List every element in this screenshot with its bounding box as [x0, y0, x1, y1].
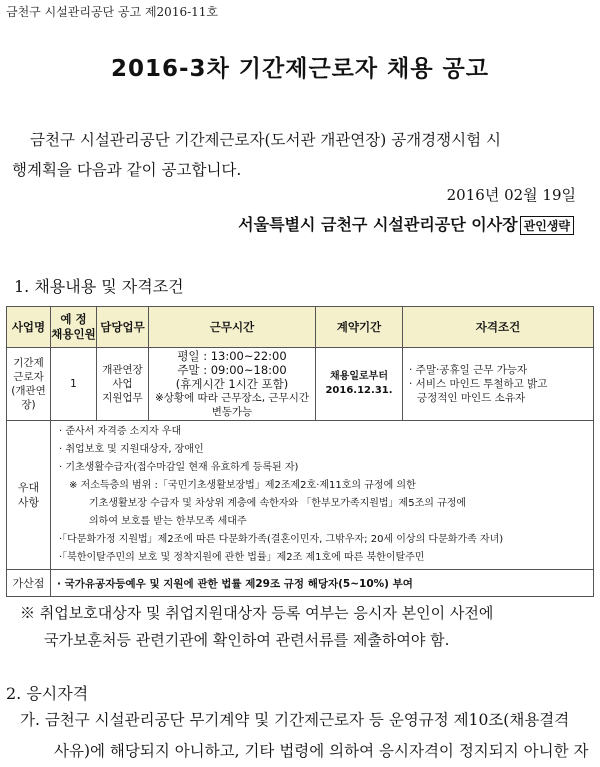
item-ga-line-1: 가. 금천구 시설관리공단 무기계약 및 기간제근로자 등 운영규정 제10조(채용결격 [20, 711, 570, 729]
header-contract: 계약기간 [316, 307, 403, 348]
header-hours: 근무시간 [149, 307, 316, 348]
header-quals: 자격조건 [403, 307, 594, 348]
list-item: 기초생활보장 수급자 및 차상위 계층에 속한자와 「한부모가족지원법」제5조의 규정에 [89, 498, 467, 509]
list-item: ※ 저소득층의 범위 :「국민기초생활보장법」제2조제2호·제11호의 규정에 의한 [69, 480, 416, 491]
header-job: 사업명 [7, 307, 51, 348]
header-count: 예 정 채용인원 [51, 307, 97, 348]
item-ga-line-2: 사유)에 해당되지 아니하고, 기타 법령에 의하여 응시자격이 정지되지 아니한 자 [54, 742, 589, 760]
intro-line-1: 금천구 시설관리공단 기간제근로자(도서관 개관연장) 공개경쟁시험 시 [30, 131, 501, 149]
list-item: ·「북한이탈주민의 보호 및 정착지원에 관한 법률」제2조 제1호에 따른 북한이탈주민 [59, 552, 425, 563]
recruitment-table [6, 306, 594, 597]
bonus-text: · 국가유공자등예우 및 지원에 관한 법률 제29조 규정 해당자(5~10%) 부여 [51, 570, 594, 597]
notice-number: 금천구 시설관리공단 공고 제2016-11호 [6, 5, 219, 19]
cell-hours: 평일 : 13:00~22:00 주말 : 09:00~18:00 (휴게시간 1시간 포함) ※상황에 따라 근무장소, 근무시간 변동가능 [149, 348, 316, 421]
seal-stamp: 관인생략 [520, 216, 574, 235]
intro-line-2: 행계획을 다음과 같이 공고합니다. [12, 161, 242, 179]
cell-count: 1 [51, 348, 97, 421]
cell-job: 기간제 근로자 (개관연장) [7, 348, 51, 421]
pref-label: 우대 사항 [7, 421, 51, 570]
section-1-heading: 1. 채용내용 및 자격조건 [14, 277, 184, 296]
note-line-2: 국가보훈처등 관련기관에 확인하여 관련서류를 제출하여야 함. [44, 631, 450, 649]
issuer [238, 212, 574, 235]
header-duty: 담당업무 [97, 307, 149, 348]
item-ga [20, 705, 596, 767]
list-item: · 취업보호 및 지원대상자, 장애인 [59, 444, 204, 455]
preferences-row [7, 421, 594, 570]
list-item: 의하여 보호를 받는 한부모족 세대주 [89, 516, 247, 527]
table-header-row [7, 307, 594, 348]
section-2-heading: 2. 응시자격 [6, 684, 89, 703]
pref-list [51, 421, 594, 570]
notice-date: 2016년 02월 19일 [446, 186, 576, 204]
note [20, 600, 590, 654]
list-item: ·「다문화가정 지원법」제2조에 따른 다문화가족(결혼이민자, 그밖우자; 20세 이상의 다문화가족 자녀) [59, 534, 504, 545]
cell-contract: 채용일로부터 2016.12.31. [316, 348, 403, 421]
bonus-row [7, 570, 594, 597]
cell-duty: 개관연장 사업 지원업무 [97, 348, 149, 421]
intro-paragraph [12, 125, 594, 185]
list-item: · 기초생활수급자(접수마감일 현재 유효하게 등록된 자) [59, 462, 299, 473]
table-row [7, 348, 594, 421]
cell-quals: · 주말·공휴일 근무 가능자 · 서비스 마인드 투철하고 밝고 긍정적인 마인드 소유자 [403, 348, 594, 421]
bonus-label: 가산점 [7, 570, 51, 597]
note-line-1: ※ 취업보호대상자 및 취업지원대상자 등록 여부는 응시자 본인이 사전에 [20, 604, 494, 622]
page-title: 2016-3차 기간제근로자 채용 공고 [111, 56, 489, 82]
issuer-name: 서울특별시 금천구 시설관리공단 이사장 [238, 215, 518, 234]
list-item: · 준사서 자격증 소지자 우대 [59, 426, 182, 437]
